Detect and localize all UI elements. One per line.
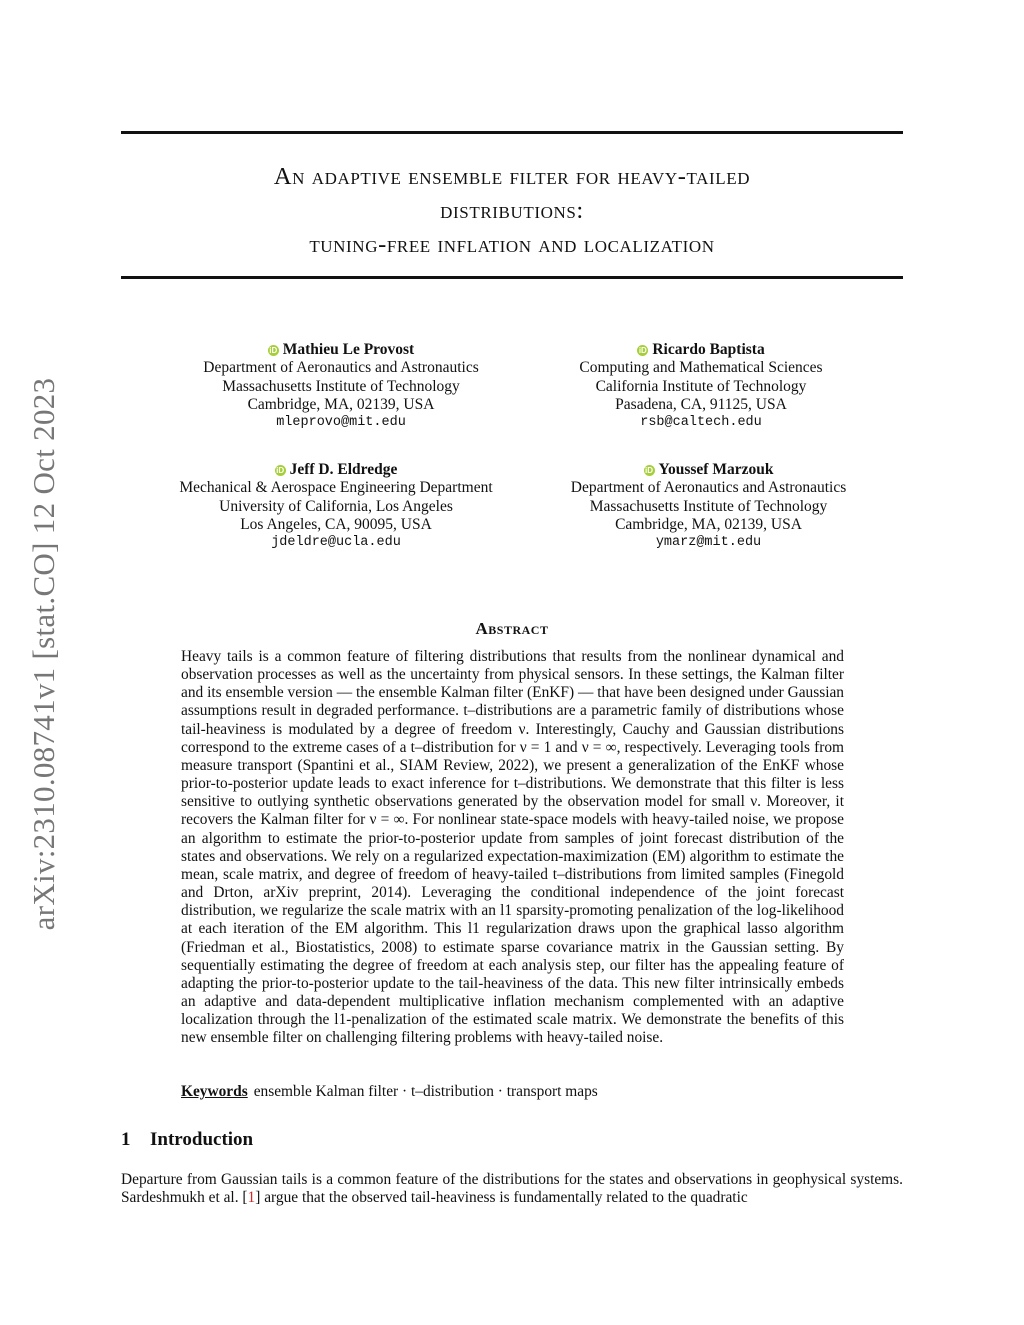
section-title: Introduction bbox=[150, 1129, 254, 1150]
title-line-3: tuning-free inflation and localization bbox=[309, 231, 715, 258]
author-email[interactable]: mleprovo@mit.edu bbox=[276, 415, 406, 431]
author-affiliation: California Institute of Technology bbox=[595, 377, 807, 395]
author-affiliation: University of California, Los Angeles bbox=[219, 497, 453, 515]
title-top-rule bbox=[121, 131, 903, 134]
author-block bbox=[531, 461, 886, 552]
keywords-list: ensemble Kalman filter · t–distribution · transport maps bbox=[253, 1083, 598, 1100]
author-email[interactable]: ymarz@mit.edu bbox=[655, 535, 762, 551]
author-affiliation: Massachusetts Institute of Technology bbox=[589, 497, 828, 515]
abstract-text: Heavy tails is a common feature of filtering distributions that results from the nonlinear dynamical and observation processes as well as the uncertainty from physical sensors. In these settings, the Kalman filter and its ensemble version — the ensemble Kalman filter (EnKF) — that have been designed under Gaussian assumptions result in degraded performance. t–distributions are a parametric family of distributions whose tail-heaviness is modulated by a degree of freedom ν. Interestingly, Cauchy and Gaussian distributions correspond to the extreme cases of a t–distribution for ν = 1 and ν = ∞, respectively. Leveraging tools from measure transport (Spantini et al., SIAM Review, 2022), we present a generalization of the EnKF whose prior-to-posterior update leads to exact inference for t–distributions. We demonstrate that this filter is less sensitive to outlying synthetic observations generated by the observation model for small ν. Moreover, it recovers the Kalman filter for ν = ∞. For nonlinear state-space models with heavy-tailed noise, we propose an algorithm to estimate the prior-to-posterior update from samples of joint forecast distribution of the states and observations. We rely on a regularized expectation-maximization (EM) algorithm to estimate the mean, scale matrix, and degree of freedom of heavy-tailed t–distributions from limited samples (Finegold and Drton, arXiv preprint, 2014). Leveraging the conditional independence of the joint forecast distribution, we regularize the scale matrix with an l1 sparsity-promoting penalization of the log-likelihood at each iteration of the EM algorithm. This l1 regularization draws upon the graphical lasso algorithm (Friedman et al., Biostatistics, 2008) to estimate sparse covariance matrix in the Gaussian setting. By sequentially estimating the degree of freedom at each analysis step, our filter has the appealing feature of adapting the prior-to-posterior update to the tail-heaviness of the data. This new filter intrinsically embeds an adaptive and data-dependent multiplicative inflation mechanism complemented with an adaptive localization through the l1-penalization of the estimated scale matrix. We demonstrate the benefits of this new ensemble filter on challenging filtering problems with heavy-tailed noise. bbox=[181, 648, 844, 1047]
author-email[interactable]: jdeldre@ucla.edu bbox=[271, 535, 401, 551]
section-number: 1 bbox=[121, 1129, 131, 1150]
intro-text-part: Departure from Gaussian tails is a common feature of the distributions for the states and observations in geophysical systems. Sardeshmukh et al. [ bbox=[121, 1171, 903, 1207]
arxiv-identifier[interactable]: arXiv:2310.08741v1 [stat.CO] 12 Oct 2023 bbox=[26, 377, 61, 931]
keywords-line bbox=[181, 1083, 598, 1101]
author-affiliation: Department of Aeronautics and Astronautics bbox=[203, 359, 479, 377]
author-affiliation: Massachusetts Institute of Technology bbox=[222, 377, 460, 395]
introduction-text bbox=[121, 1171, 903, 1208]
author-address: Los Angeles, CA, 90095, USA bbox=[240, 515, 432, 533]
author-name: Mathieu Le Provost bbox=[282, 341, 415, 358]
author-affiliation: Mechanical & Aerospace Engineering Department bbox=[179, 479, 493, 497]
author-affiliation: Computing and Mathematical Sciences bbox=[579, 359, 823, 377]
title-line-2: distributions: bbox=[440, 197, 584, 224]
author-name: Jeff D. Eldredge bbox=[289, 461, 398, 478]
abstract-heading: Abstract bbox=[475, 619, 549, 638]
author-block bbox=[531, 341, 871, 432]
paper-title bbox=[121, 160, 903, 262]
author-block bbox=[171, 341, 511, 432]
author-email[interactable]: rsb@caltech.edu bbox=[640, 415, 762, 431]
intro-text-part: ] argue that the observed tail-heaviness is fundamentally related to the quadratic bbox=[255, 1189, 748, 1207]
author-address: Pasadena, CA, 91125, USA bbox=[615, 395, 787, 413]
author-address: Cambridge, MA, 02139, USA bbox=[247, 395, 435, 413]
title-line-1: An adaptive ensemble filter for heavy-tailed bbox=[273, 163, 751, 190]
section-heading-introduction bbox=[121, 1129, 253, 1151]
title-bottom-rule bbox=[121, 276, 903, 279]
citation-link[interactable]: 1 bbox=[247, 1189, 256, 1207]
author-block bbox=[151, 461, 521, 552]
orcid-icon[interactable]: iD bbox=[269, 346, 278, 355]
orcid-icon[interactable]: iD bbox=[638, 346, 647, 355]
keywords-label: Keywords bbox=[181, 1083, 248, 1100]
author-address: Cambridge, MA, 02139, USA bbox=[615, 515, 802, 533]
author-name: Youssef Marzouk bbox=[658, 461, 774, 478]
author-affiliation: Department of Aeronautics and Astronautics bbox=[570, 479, 847, 497]
author-name: Ricardo Baptista bbox=[652, 341, 765, 358]
orcid-icon[interactable]: iD bbox=[645, 466, 654, 475]
orcid-icon[interactable]: iD bbox=[276, 466, 285, 475]
